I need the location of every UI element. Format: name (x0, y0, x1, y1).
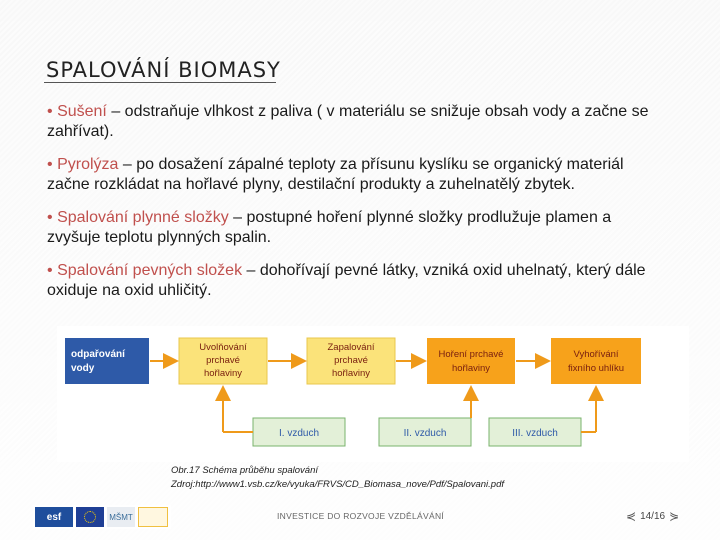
caption-source: Zdroj:http://www1.vsb.cz/ke/vyuka/FRVS/CD_Biomasa_nove/Pdf/Spalovani.pdf (171, 479, 505, 490)
footer-logos (33, 505, 171, 529)
bullet-term: Pyrolýza (57, 156, 119, 173)
title-underline (44, 82, 276, 83)
air-box-1-label: I. vzduch (278, 428, 320, 439)
bullet-term: Sušení (57, 103, 107, 120)
box-ignition-label-3: hořlaviny (331, 368, 371, 379)
bullet-term: Spalování pevných složek (57, 262, 243, 279)
bullet-text: – dohořívají pevné látky, vzniká oxid uhelnatý, který dále oxiduje na oxid uhličitý. (47, 262, 646, 299)
diagram-svg (57, 326, 689, 462)
box-ignition-label-2: prchavé (334, 355, 368, 366)
bullet-item (47, 208, 667, 248)
air-box-2-label: II. vzduch (403, 428, 447, 439)
box-release-label-1: Uvolňování (199, 342, 247, 353)
box-evaporation (65, 338, 149, 384)
box-volatile-burning (427, 338, 515, 384)
caption-title: Obr.17 Schéma průběhu spalování (171, 465, 318, 476)
prev-arrow-icon[interactable]: ⋞ (626, 509, 637, 523)
msmt-logo: MŠMT (107, 507, 135, 527)
slide-title: SPALOVÁNÍ BIOMASY (46, 58, 281, 82)
bullet-item (47, 155, 667, 195)
box-char-burnout-label-1: Vyhořívání (573, 349, 619, 360)
pager (626, 509, 679, 523)
bullet-text: – po dosažení zápalné teploty za přísunu kyslíku se organický materiál začne rozkládat na hořlavé plyny, destilační produkty a zuhelnatělý zbytek. (47, 156, 624, 193)
box-char-burnout-label-2: fixního uhlíku (568, 363, 624, 374)
box-volatile-burning-label-1: Hoření prchavé (438, 349, 504, 360)
page-number: 14/16 (640, 510, 666, 522)
box-release-label-2: prchavé (206, 355, 240, 366)
bullet-term: Spalování plynné složky (57, 209, 229, 226)
bullet-marker: • (47, 209, 53, 226)
footer-text: INVESTICE DO ROZVOJE VZDĚLÁVÁNÍ (277, 511, 445, 521)
bullet-list (47, 102, 667, 314)
bullet-item (47, 102, 667, 142)
eu-flag-logo (76, 507, 104, 527)
bullet-item (47, 261, 667, 301)
next-arrow-icon[interactable]: ⋟ (669, 509, 680, 523)
esf-logo: esf (35, 507, 73, 527)
air-box-3-label: III. vzduch (512, 428, 558, 439)
figure-caption (171, 464, 504, 492)
box-release-label-3: hořlaviny (203, 368, 243, 379)
box-evaporation-label-1: odpařování (71, 349, 125, 360)
box-ignition-label-1: Zapalování (327, 342, 375, 353)
bullet-text: – odstraňuje vlhkost z paliva ( v materiálu se snižuje obsah vody a začne se zahřívat). (47, 103, 649, 140)
op-logo (138, 507, 168, 527)
combustion-diagram (57, 326, 689, 462)
box-char-burnout (551, 338, 641, 384)
bullet-marker: • (47, 262, 53, 279)
bullet-marker: • (47, 103, 53, 120)
box-evaporation-label-2: vody (71, 363, 95, 374)
box-volatile-burning-label-2: hořlaviny (451, 363, 491, 374)
bullet-marker: • (47, 156, 53, 173)
bullet-text: – postupné hoření plynné složky prodlužuje plamen a zvyšuje teplotu plynných spalin. (47, 209, 612, 246)
